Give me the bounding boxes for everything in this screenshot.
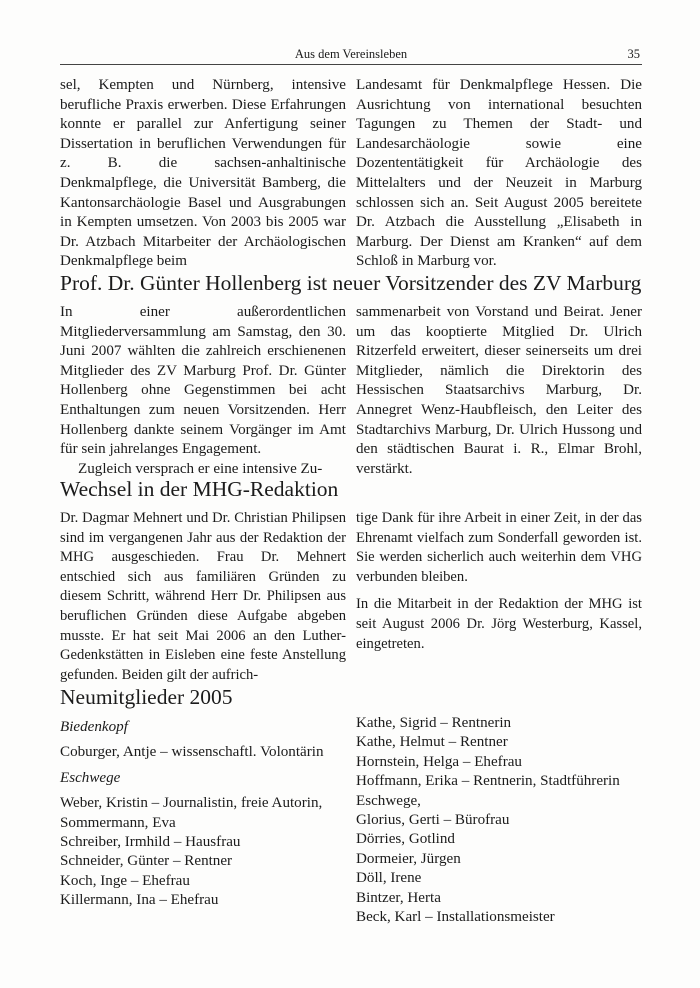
member-entry: Bintzer, Herta <box>356 889 441 906</box>
hollenberg-left-paragraph-2: Zugleich versprach er eine intensive Zu- <box>78 460 323 477</box>
member-entry: Schreiber, Irmhild – Hausfrau <box>60 834 241 851</box>
members-columns <box>60 712 642 927</box>
intro-left-paragraph: sel, Kempten und Nürnberg, intensive berufliche Praxis erwerben. Diese Erfahrungen konnte er parallel zur Anfertigung seiner Dissertation in beruflichen Verwendungen für z. B. die sachsen-anhaltinische Denkmalpflege, die Universität Bamberg, die Kantonsarchäologie Basel und Ausgrabungen in Kempten umsetzen. Von 2003 bis 2005 war Dr. Atzbach Mitarbeiter der Archäologischen Denkmalpflege beim <box>60 77 346 270</box>
member-entry: Kathe, Helmut – Rentner <box>356 734 508 751</box>
heading-hollenberg: Prof. Dr. Günter Hollenberg ist neuer Vorsitzender des ZV Marburg <box>60 271 642 295</box>
member-entry: Döll, Irene <box>356 870 422 887</box>
member-entry: Glorius, Gerti – Bürofrau <box>356 812 510 829</box>
intro-left-column <box>60 76 346 272</box>
place-biedenkopf: Biedenkopf <box>60 719 128 735</box>
members-left-column <box>60 712 346 927</box>
member-entry: Dörries, Gotlind <box>356 831 455 848</box>
place-eschwege: Eschwege <box>60 769 121 786</box>
member-entry: Killermann, Ina – Ehefrau <box>60 892 219 909</box>
hollenberg-columns <box>60 303 642 479</box>
hollenberg-right-column <box>356 303 642 479</box>
intro-right-paragraph: Landesamt für Denkmalpflege Hessen. Die Ausrichtung von international besuchten Tagungen zu Themen der Stadt- und Landesarchäologie sowie eine Dozententätigkeit für Archäologie des Mittelalters und der Neuzeit in Marburg schlossen sich an. Seit August 2005 bereitete Dr. Atzbach die Ausstellung „Elisabeth in Marburg. Der Dienst am Kranken“ auf dem Schloß in Marburg vor. <box>356 77 642 270</box>
member-entry: Beck, Karl – Installationsmeister <box>356 909 555 926</box>
running-header <box>60 47 642 65</box>
member-entry: Schneider, Günter – Rentner <box>60 853 233 870</box>
members-right-column <box>356 712 642 927</box>
hollenberg-right-paragraph: sammenarbeit von Vorstand und Beirat. Jener um das kooptierte Mitglied Dr. Ulrich Ritzerfeld erweitert, dieser seinerseits um drei Mitglieder, nämlich die Direktorin des Hessischen Staatsarchivs Marburg, Dr. Annegret Wenz-Haubfleisch, den Leiter des Stadtarchivs Marburg, Dr. Ulrich Hussong und den städtischen Baurat i. R., Elmar Brohl, verstärkt. <box>356 304 642 477</box>
member-entry: Weber, Kristin – Journalistin, freie Autorin, <box>60 795 323 812</box>
hollenberg-left-column <box>60 303 346 479</box>
member-entry: Hoffmann, Erika – Rentnerin, Stadtführerin <box>356 773 620 790</box>
page-number: 35 <box>627 47 640 61</box>
mhg-left-paragraph: Dr. Dagmar Mehnert und Dr. Christian Philipsen sind im vergangenen Jahr aus der Redaktion der MHG ausgeschieden. Frau Dr. Mehnert entschied sich aus familiären Gründen zu diesem Schritt, während Herr Dr. Philipsen aus beruflichen Gründen diese Aufgabe abgeben musste. Er hat seit Mai 2006 an den Luther-Gedenkstätten in Eisleben eine feste Anstellung gefunden. Beiden gilt der aufrich- <box>60 510 346 683</box>
member-entry: Eschwege, <box>356 792 421 809</box>
member-entry: Dormeier, Jürgen <box>356 850 461 867</box>
intro-right-column <box>356 76 642 272</box>
hollenberg-left-paragraph-1: In einer außerordentlichen Mitgliederversammlung am Samstag, den 30. Juni 2007 wählten die zahlreich erschienenen Mitglieder des ZV Marburg Prof. Dr. Günter Hollenberg ohne Gegenstimmen bei acht Enthaltungen zum neuen Vorsitzenden. Herr Hollenberg dankte seinem Vorgänger im Amt für sein jahrelanges Engagement. <box>60 304 346 458</box>
intro-columns <box>60 76 642 272</box>
mhg-right-column <box>356 509 642 685</box>
member-entry: Hornstein, Helga – Ehefrau <box>356 753 522 770</box>
member-entry: Koch, Inge – Ehefrau <box>60 872 190 889</box>
mhg-right-paragraph-2: In die Mitarbeit in der Redaktion der MHG ist seit August 2006 Dr. Jörg Westerburg, Kassel, eingetreten. <box>356 596 642 652</box>
mhg-columns <box>60 509 642 685</box>
heading-neumitglieder: Neumitglieder 2005 <box>60 685 233 709</box>
running-header-title: Aus dem Vereinsleben <box>294 47 408 61</box>
mhg-left-column <box>60 509 346 685</box>
heading-mhg-redaktion: Wechsel in der MHG-Redaktion <box>60 477 339 501</box>
mhg-right-paragraph-1: tige Dank für ihre Arbeit in einer Zeit, in der das Ehrenamt vielfach zum Sonderfall geworden ist. Sie werden sicherlich auch weiterhin dem VHG verbunden bleiben. <box>356 510 642 585</box>
member-entry: Sommermann, Eva <box>60 814 176 831</box>
member-entry: Coburger, Antje – wissenschaftl. Volontärin <box>60 744 324 761</box>
member-entry: Kathe, Sigrid – Rentnerin <box>356 715 512 731</box>
